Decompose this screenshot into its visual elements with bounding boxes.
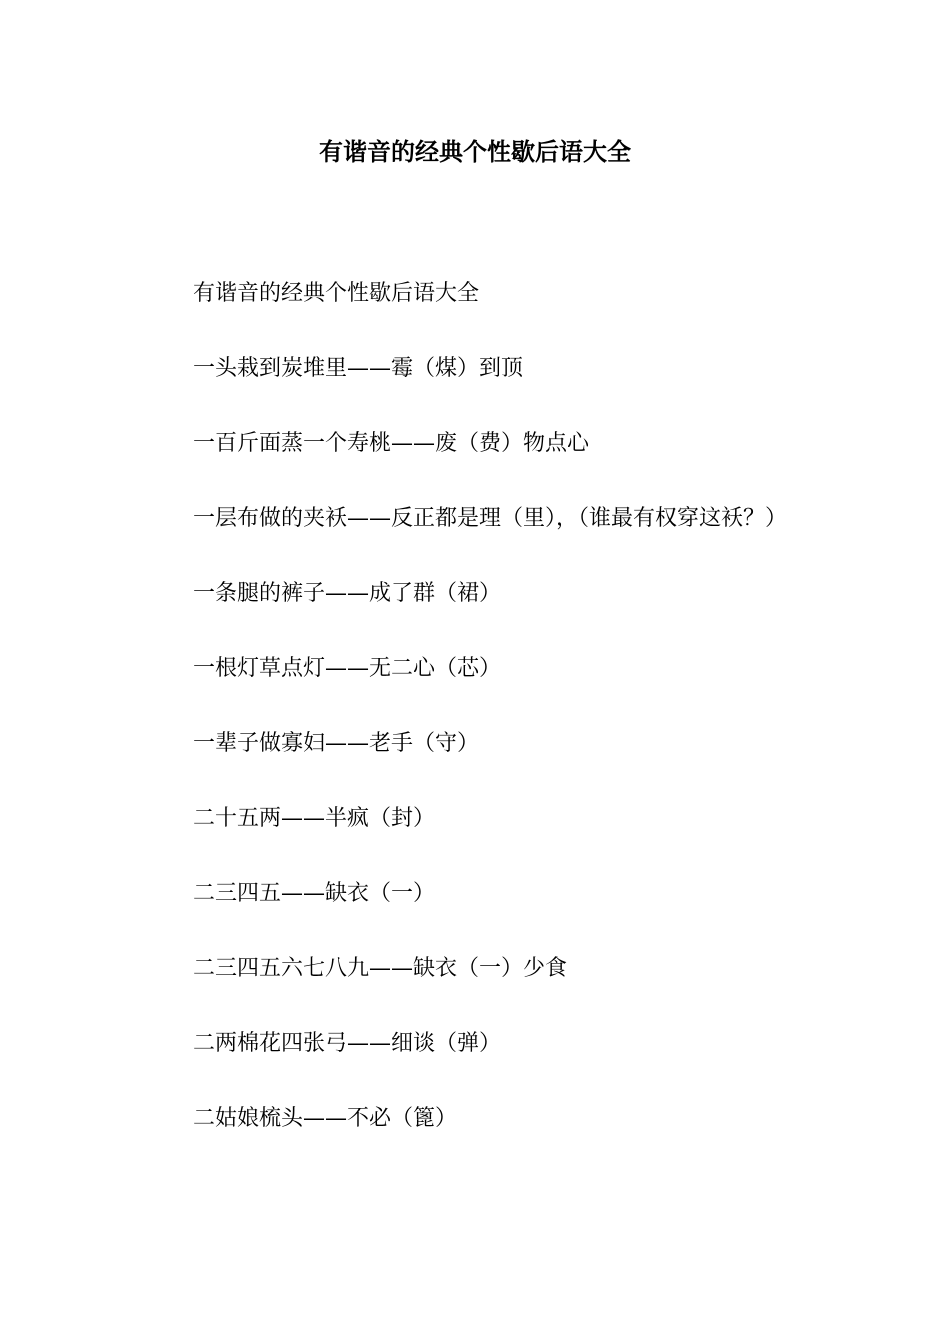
paragraph: 二姑娘梳头——不必（篦） — [193, 1106, 458, 1131]
paragraph: 一百斤面蒸一个寿桃——废（费）物点心 — [193, 431, 590, 456]
paragraph: 一根灯草点灯——无二心（芯） — [193, 656, 502, 681]
paragraph: 有谐音的经典个性歇后语大全 — [193, 281, 480, 306]
paragraph: 一辈子做寡妇——老手（守） — [193, 731, 480, 756]
document-title: 有谐音的经典个性歇后语大全 — [319, 137, 631, 166]
paragraph: 一头栽到炭堆里——霉（煤）到顶 — [193, 356, 524, 381]
paragraph: 二两棉花四张弓——细谈（弹） — [193, 1031, 502, 1056]
paragraph: 二三四五六七八九——缺衣（一）少食 — [193, 956, 568, 981]
paragraph: 二三四五——缺衣（一） — [193, 881, 436, 906]
paragraph: 二十五两——半疯（封） — [193, 806, 436, 831]
paragraph: 一层布做的夹袄——反正都是理（里），（谁最有权穿这袄？） — [193, 506, 788, 531]
paragraph: 一条腿的裤子——成了群（裙） — [193, 581, 502, 606]
document-body — [145, 256, 810, 1156]
